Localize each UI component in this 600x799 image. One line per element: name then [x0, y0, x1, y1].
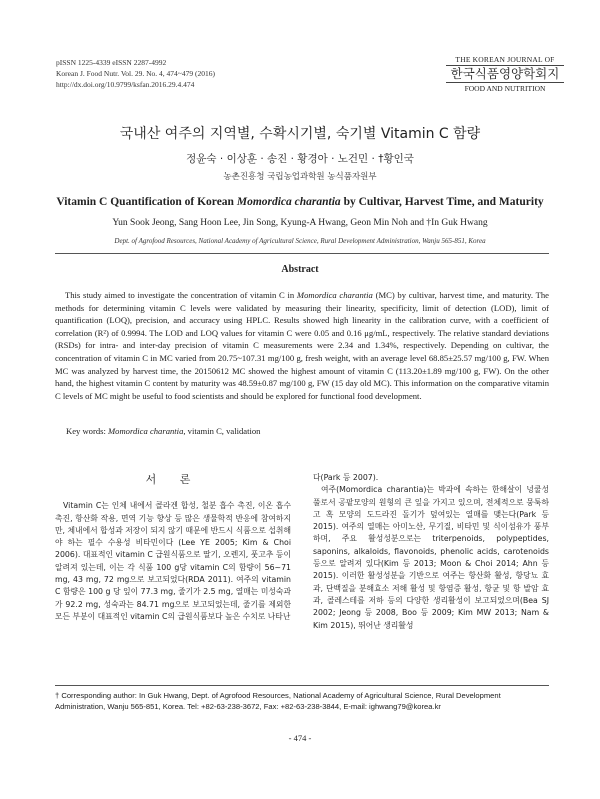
body-column-right	[313, 472, 549, 632]
keywords-species: Momordica charantia	[108, 426, 184, 436]
keywords-label: Key words:	[66, 426, 109, 436]
keywords	[66, 426, 260, 436]
journal-name-en-bottom: FOOD AND NUTRITION	[446, 82, 564, 93]
title-korean: 국내산 여주의 지역별, 수확시기별, 숙기별 Vitamin C 함량	[119, 126, 481, 142]
journal-header-left	[56, 57, 215, 90]
journal-name-kr: 한국식품영양학회지	[450, 66, 560, 81]
title-en-species: Momordica charantia	[236, 196, 341, 208]
page-number: - 474 -	[288, 733, 312, 743]
body-column-left	[55, 472, 291, 623]
affiliation-english: Dept. of Agrofood Resources, National Academy of Agricultural Science, Rural Development Administration, Wanju 565-851, Korea	[114, 237, 486, 245]
title-en-post: by Cultivar, Harvest Time, and Maturity	[340, 196, 544, 208]
affiliation-korean: 농촌진흥청 국립농업과학원 농식품자원부	[223, 172, 377, 182]
section-heading-introduction: 서 론	[145, 473, 201, 486]
corresponding-author-footnote: † Corresponding author: In Guk Hwang, Dept. of Agrofood Resources, National Academy of Agricultural Science, Rural Development Administration, Wanju 565-851, Korea. Tel: +82-63-238-3672, Fax: +82-63-238-3844, E-mail: ighwang79@korea.kr	[55, 691, 501, 711]
journal-name-en-top: THE KOREAN JOURNAL OF	[446, 55, 564, 66]
intro-paragraph-1-continued: 다(Park 등 2007).	[313, 473, 379, 482]
title-english	[0, 196, 600, 208]
intro-paragraph-1: Vitamin C는 인체 내에서 콜라겐 합성, 철분 흡수 촉진, 이온 흡수 촉진, 항산화 작용, 면역 기능 향상 등 많은 생물학적 반응에 참여하지만, 체내에서 합성과 저장이 되지 않기 때문에 반드시 식품으로 섭취해야 하는 필수 수용성 비타민이다 (Lee YE 2005; Kim & Choi 2006). 대표적인 vitamin C 급원식품으로 딸기, 오렌지, 풋고추 등이 알려져 있는데, 이는 각 식품 100 g당 vitamin C의 함량이 56~71 mg, 43 mg, 72 mg으로 보고되었다(RDA 2011). 여주의 vitamin C 함량은 100 g 당 잎이 77.3 mg, 줄기가 2.5 mg, 열매는 미성숙과가 92.2 mg, 성숙과는 84.71 mg으로 보고되었는데, 줄기를 제외한 모든 부분이 대표적인 vitamin C의 급원식품보다 높은 수치로 나타난	[55, 501, 291, 621]
abstract-part1: This study aimed to investigate the concentration of vitamin C in	[65, 290, 297, 300]
journal-logo	[446, 55, 564, 93]
intro-paragraph-2: 여주(Momordica charantia)는 박과에 속하는 한해살이 넝쿨성 풀로서 공팥모양의 원형의 큰 잎을 가지고 있으며, 전체적으로 뭉툭하고 혹 모양의 도드라진 돌기가 덮여있는 열매를 맺는다(Park 등 2015). 여주의 열매는 아미노산, 무기질, 비타민 및 식이섬유가 풍부하며, 주요 활성성분으로는 triterpenoids, polypeptides, saponins, alkaloids, flavonoids, phenolic acids, carotenoids 등으로 알려져 있다(Kim 등 2013; Moon & Choi 2014; Ahn 등 2015). 이러한 활성성분을 기반으로 여주는 항산화 활성, 항당뇨 효과, 단백질을 분해효소 저해 활성 및 항염증 활성, 항균 및 항 발암 효과, 콜레스테롤 저하 등의 다양한 생리활성이 보고되었으며(Bea SJ 2002; Jeong 등 2008, Boo 등 2009; Kim MW 2013; Nam & Kim 2015), 뛰어난 생리활성	[313, 485, 549, 630]
abstract-heading: Abstract	[281, 264, 319, 275]
citation-line: Korean J. Food Nutr. Vol. 29. No. 4, 474~479 (2016)	[56, 69, 215, 78]
doi-link[interactable]: http://dx.doi.org/10.9799/ksfan.2016.29.4.474	[56, 80, 195, 89]
header-divider	[55, 253, 549, 254]
footnote-divider	[55, 685, 549, 686]
authors-english: Yun Sook Jeong, Sang Hoon Lee, Jin Song, Kyung-A Hwang, Geon Min Noh and †In Guk Hwang	[112, 218, 488, 228]
abstract-species: Momordica charantia	[296, 290, 373, 300]
abstract-part2: (MC) by cultivar, harvest time, and maturity. The methods for determining vitamin C levels were validated by measuring their linearity, specificity, limit of detection (LOD), limit of quantification (LOQ), precision, and accuracy using HPLC. Results showed high linearity in the calibration curve, with a coefficient of correlation (R²) of 0.9994. The LOD and LOQ values for vitamin C were 0.05 and 0.16 μg/mL, respectively. The relative standard deviations (RSDs) for intra- and inter-day precision of vitamin C measurements were 2.34 and 1.34%, respectively. Depending on cultivar, the concentration of vitamin C in MC varied from 20.75~107.31 mg/100 g, fresh weight, with an average level 68.85±25.57 mg/100 g, FW. When MC was analyzed by harvest time, the 20150612 MC showed the highest amount of vitamin C (113.20±1.89 mg/100 g, FW). On the other hand, the highest vitamin C content by maturity was 48.59±0.87 mg/100 g, FW (15 day old MC). This information on the comparative vitamin C levels of MC might be useful to food scientists and should be explored for functional food development.	[55, 290, 549, 401]
abstract-body	[55, 289, 549, 402]
authors-korean: 정윤숙 · 이상훈 · 송진 · 황경아 · 노건민 · †황인국	[186, 153, 414, 165]
title-en-pre: Vitamin C Quantification of Korean	[56, 196, 237, 208]
issn-line: pISSN 1225-4339 eISSN 2287-4992	[56, 58, 167, 67]
keywords-rest: , vitamin C, validation	[183, 426, 261, 436]
